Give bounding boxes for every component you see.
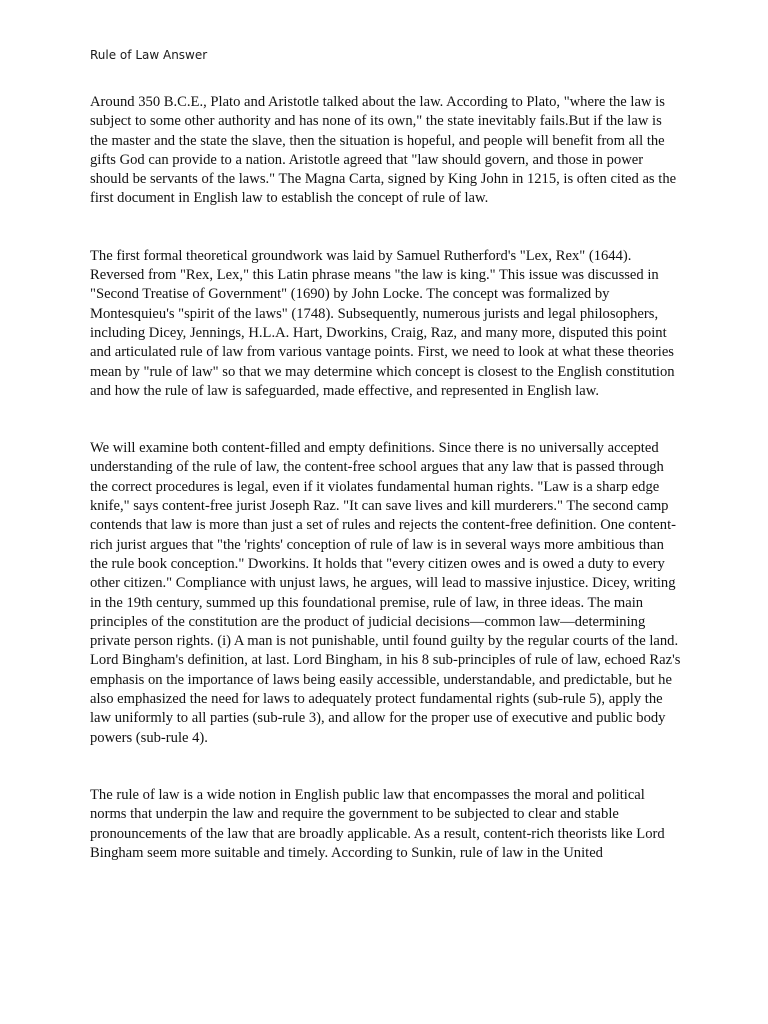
- document-title: Rule of Law Answer: [90, 48, 208, 62]
- paragraph-english-public-law: The rule of law is a wide notion in English public law that encompasses the moral and political norms that underpin the law and require the government to be subjected to clear and stable pronouncements of the law that are broadly applicable. As a result, content-rich theorists like Lord Bingham seem more suitable and timely. According to Sunkin, rule of law in the United: [90, 786, 665, 861]
- paragraph-origins: Around 350 B.C.E., Plato and Aristotle talked about the law. According to Plato, "where the law is subject to some other authority and has none of its own," the state inevitably fails.But if the law is the master and the state the slave, then the situation is hopeful, and people will benefit from all the gifts God can provide to a nation. Aristotle agreed that "law should govern, and those in power should be servants of the laws." The Magna Carta, signed by King John in 1215, is often cited as the first document in English law to establish the concept of rule of law.: [90, 94, 677, 207]
- paragraph-definitions: We will examine both content-filled and empty definitions. Since there is no universally accepted understanding of the rule of law, the content-free school argues that any law that is passed through the correct procedures is legal, even if it violates fundamental human rights. "Law is a sharp edge knife," says content-free jurist Joseph Raz. "It can save lives and kill murderers." The second camp contends that law is more than just a set of rules and rejects the content-free definition. One content-rich jurist argues that "the 'rights' conception of rule of law is in several ways more ambitious than the rule book conception." Dworkins. It holds that "every citizen owes and is owed a duty to every other citizen." Compliance with unjust laws, he argues, will lead to massive injustice. Dicey, writing in the 19th century, summed up this foundational premise, rule of law, in three ideas. The main principles of the constitution are the product of judicial decisions—common law—determining private person rights. (i) A man is not punishable, until found guilty by the regular courts of the land. Lord Bingham's definition, at last. Lord Bingham, in his 8 sub-principles of rule of law, echoed Raz's emphasis on the importance of laws being easily accessible, understandable, and predictable, but he also emphasized the need for laws to adequately protect fundamental rights (sub-rule 5), apply the law uniformly to all parties (sub-rule 3), and allow for the proper use of executive and public body powers (sub-rule 4).: [90, 440, 681, 746]
- paragraph-theoretical-groundwork: The first formal theoretical groundwork was laid by Samuel Rutherford's "Lex, Rex" (1644). Reversed from "Rex, Lex," this Latin phrase means "the law is king." This issue was discussed in "Second Treatise of Government" (1690) by John Locke. The concept was formalized by Montesquieu's "spirit of the laws" (1748). Subsequently, numerous jurists and legal philosophers, including Dicey, Jennings, H.L.A. Hart, Dworkins, Craig, Raz, and many more, disputed this point and articulated rule of law from various vantage points. First, we need to look at what these theories mean by "rule of law" so that we may determine which concept is closest to the English constitution and how the rule of law is safeguarded, made effective, and represented in English law.: [90, 247, 675, 399]
